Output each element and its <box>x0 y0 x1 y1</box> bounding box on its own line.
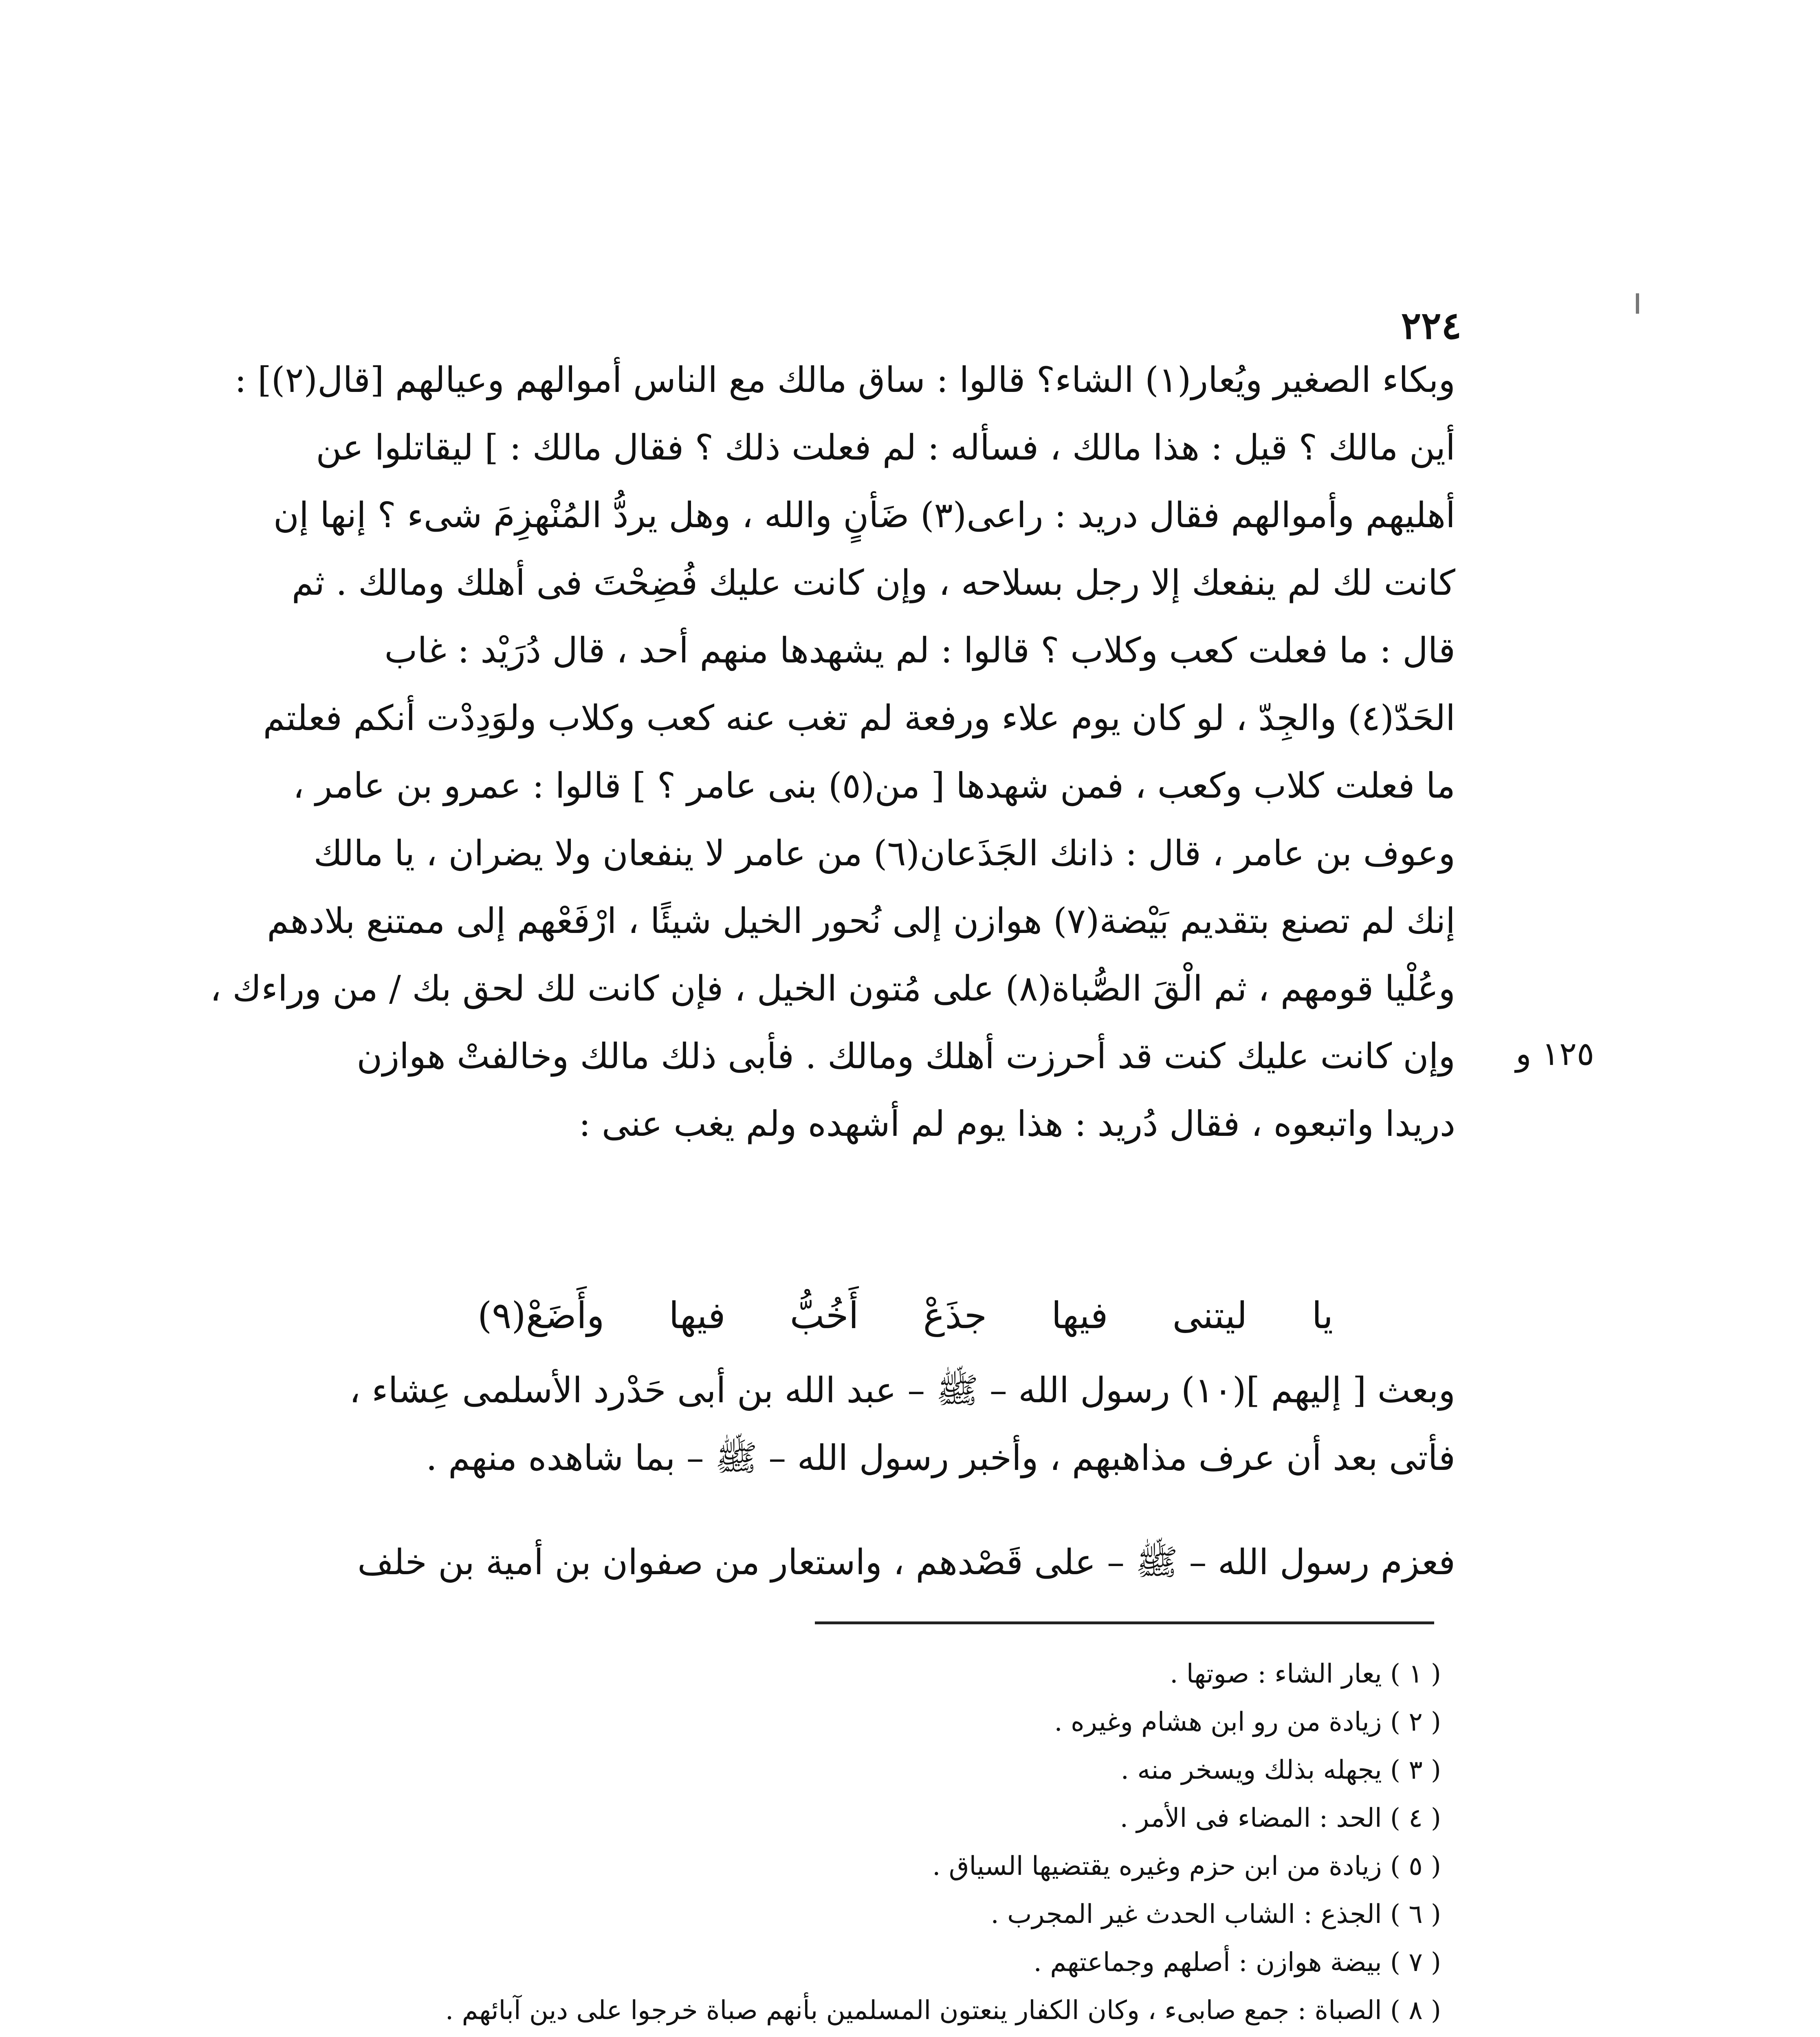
text-line: وإن كانت عليك كنت قد أحرزت أهلك ومالك . فأبى ذلك مالك وخالفتْ هوازن <box>357 1036 1455 1077</box>
footnote: ( ١ ) يعار الشاء : صوتها . <box>1170 1659 1441 1689</box>
text-line: كانت لك لم ينفعك إلا رجل بسلاحه ، وإن كانت عليك فُضِحْتَ فى أهلك ومالك . ثم <box>291 563 1455 603</box>
text-line: وبعث [ إليهم ](١٠) رسول الله – ﷺ – عبد الله بن أبى حَدْرد الأسلمى عِشاء ، <box>349 1370 1455 1411</box>
text-line: أهليهم وأموالهم فقال دريد : راعى(٣) ضَأنٍ والله ، وهل يردُّ المُنْهزِمَ شىء ؟ إنها إن <box>273 495 1455 536</box>
text-line: أين مالك ؟ قيل : هذا مالك ، فسأله : لم فعلت ذلك ؟ فقال مالك : ] ليقاتلوا عن <box>316 427 1455 468</box>
footnote: ( ٢ ) زيادة من رو ابن هشام وغيره . <box>1054 1707 1441 1737</box>
footnote: ( ٤ ) الحد : المضاء فى الأمر . <box>1120 1803 1441 1833</box>
footnote-divider <box>815 1621 1434 1624</box>
main-text-block <box>210 346 1455 1158</box>
text-line: دريدا واتبعوه ، فقال دُريد : هذا يوم لم أشهده ولم يغب عنى : <box>579 1104 1455 1144</box>
footnotes-block <box>341 1650 1441 2037</box>
verse-word: وأَضَعْ(٩) <box>478 1294 605 1337</box>
verse-word: يا <box>1312 1294 1333 1337</box>
text-line: الحَدّ(٤) والجِدّ ، لو كان يوم علاء ورفعة لم تغب عنه كعب وكلاب ولوَدِدْت أنكم فعلتم <box>263 698 1455 739</box>
scan-corner-mark <box>1636 293 1639 314</box>
footnote: ( ٦ ) الجذع : الشاب الحدث غير المجرب . <box>990 1899 1441 1929</box>
poetry-verse <box>355 1283 1455 1348</box>
text-line: فأتى بعد أن عرف مذاهبهم ، وأخبر رسول الله – ﷺ – بما شاهده منهم . <box>426 1438 1455 1478</box>
marginal-folio-note: ١٢٥ و <box>1516 1035 1594 1073</box>
text-line: وعوف بن عامر ، قال : ذانك الجَذَعان(٦) من عامر لا ينفعان ولا يضران ، يا مالك <box>313 833 1455 874</box>
verse-word: فيها <box>1051 1294 1108 1337</box>
text-line: فعزم رسول الله – ﷺ – على قَصْدهم ، واستعار من صفوان بن أمية بن خلف <box>357 1542 1455 1583</box>
text-line: وعُلْيا قومهم ، ثم الْقَ الصُّباة(٨) على مُتون الخيل ، فإن كانت لك لحق بك / من وراءك ، <box>210 968 1455 1009</box>
text-line: قال : ما فعلت كعب وكلاب ؟ قالوا : لم يشهدها منهم أحد ، قال دُرَيْد : غاب <box>384 630 1455 671</box>
verse-word: أَخُبُّ <box>790 1294 859 1337</box>
footnote: ( ٧ ) بيضة هوازن : أصلهم وجماعتهم . <box>1033 1947 1441 1978</box>
text-line: ما فعلت كلاب وكعب ، فمن شهدها [ من(٥) بنى عامر ؟ ] قالوا : عمرو بن عامر ، <box>293 766 1455 806</box>
paragraph-gap <box>355 1492 1455 1529</box>
footnote: ( ٨ ) الصباة : جمع صابىء ، وكان الكفار ينعتون المسلمين بأنهم صباة خرجوا على دين آبائهم . <box>445 1995 1441 2026</box>
page-number: ٢٢٤ <box>1401 304 1461 348</box>
footnote: ( ٥ ) زيادة من ابن حزم وغيره يقتضيها السياق . <box>932 1851 1441 1881</box>
text-line: إنك لم تصنع بتقديم بَيْضة(٧) هوازن إلى نُحور الخيل شيئًا ، ارْفَعْهم إلى ممتنع بلادهم <box>267 901 1455 942</box>
verse-word: جذَعْ <box>923 1294 987 1337</box>
closing-text-block <box>349 1357 1455 1596</box>
verse-word: ليتنى <box>1172 1294 1248 1337</box>
footnote: ( ٣ ) يجهله بذلك ويسخر منه . <box>1120 1755 1441 1785</box>
footnote <box>341 2035 1441 2037</box>
verse-word: فيها <box>669 1294 726 1337</box>
text-line: وبكاء الصغير ويُعار(١) الشاء؟ قالوا : ساق مالك مع الناس أموالهم وعيالهم [قال(٢)] : <box>234 360 1455 400</box>
